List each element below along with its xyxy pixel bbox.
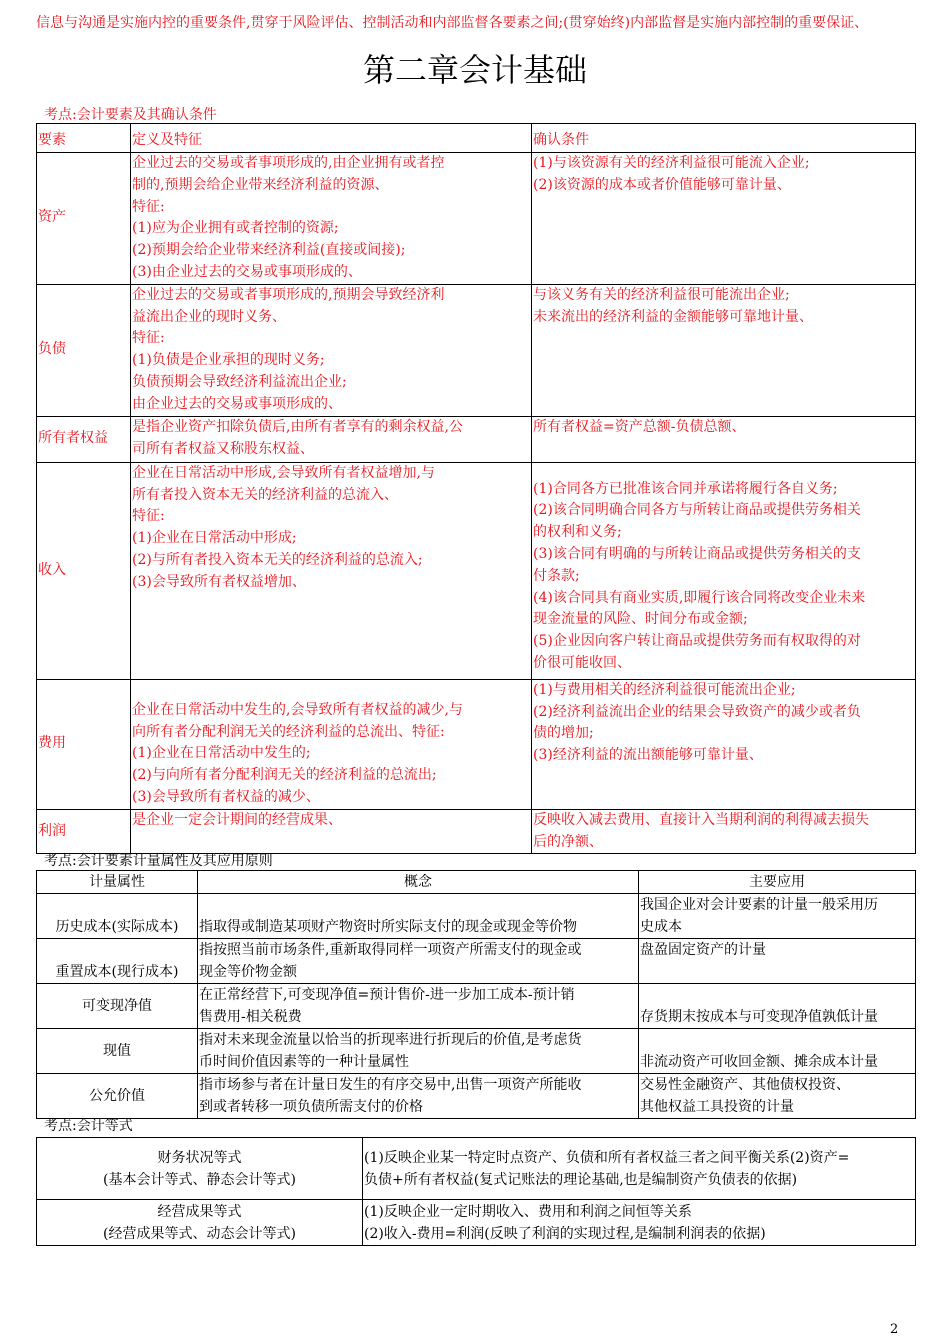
table-row [37,1029,916,1074]
table-row [37,809,916,854]
text-line: 财务状况等式 [157,1149,242,1166]
page-number: 2 [890,1322,899,1337]
text-line: 特征: [132,508,165,525]
text-line: 特征: [132,198,165,215]
text-line: 债的增加; [533,725,594,742]
element-cell: 所有者权益 [37,416,131,462]
text-line: 付条款; [533,567,580,584]
definition-cell [131,679,532,809]
text-line: 在正常经营下,可变现净值=预计售价-进一步加工成本-预计销 [199,987,575,1003]
application-cell [639,1074,916,1119]
text-line: 反映收入减去费用、直接计入当期利润的利得减去损失 [533,811,869,828]
text-line: (4)该合同具有商业实质,即履行该合同将改变企业未来 [533,589,866,606]
concept-cell [198,1029,639,1074]
text-line: (1)企业在日常活动中发生的; [132,745,311,762]
attribute-cell: 可变现净值 [37,984,198,1029]
application-cell [639,894,916,939]
text-line: 后的净额、 [533,833,603,850]
section2-heading: 考点:会计要素计量属性及其应用原则 [44,853,273,869]
text-line: 是指企业资产扣除负债后,由所有者享有的剩余权益,公 [132,418,463,435]
attribute-cell: 历史成本(实际成本) [37,894,198,939]
text-line: (3)由企业过去的交易或事项形成的、 [132,263,362,280]
element-cell: 收入 [37,462,131,679]
attribute-cell: 重置成本(现行成本) [37,939,198,984]
text-line: 由企业过去的交易或事项形成的、 [132,395,342,412]
table-row [37,1200,916,1246]
text-line: 益流出企业的现时义务、 [132,308,286,325]
text-line: (2)与所有者投入资本无关的经济利益的总流入; [132,551,423,568]
text-line: (经营成果等式、动态会计等式) [103,1225,296,1242]
table-row [37,679,916,809]
definition-cell [131,416,532,462]
attribute-cell: 现值 [37,1029,198,1074]
header-cell: 要素 [37,124,131,153]
text-line: (2)经济利益流出企业的结果会导致资产的减少或者负 [533,703,861,720]
text-line: 交易性金融资产、其他债权投资、 [640,1077,850,1093]
table-row [37,284,916,416]
text-line: (3)会导致所有者权益增加、 [132,573,306,590]
text-line: 的权利和义务; [533,524,622,541]
text-line: 负债+所有者权益(复式记账法的理论基础,也是编制资产负债表的依据) [364,1171,798,1188]
text-line: 存货期末按成本与可变现净值孰低计量 [640,1009,878,1025]
text-line: 企业过去的交易或者事项形成的,预期会导致经济利 [132,286,445,303]
text-line: 指按照当前市场条件,重新取得同样一项资产所需支付的现金或 [199,942,582,958]
text-line: 企业过去的交易或者事项形成的,由企业拥有或者控 [132,155,445,171]
text-line: 所有者投入资本无关的经济利益的总流入、 [132,486,398,503]
header-cell: 计量属性 [37,871,198,894]
text-line: 司所有者权益又称股东权益、 [132,440,314,457]
table-row [37,462,916,679]
section3-heading: 考点:会计等式 [44,1118,133,1134]
table-row [37,939,916,984]
text-line: 售费用-相关税费 [199,1009,302,1025]
concept-cell [198,939,639,984]
application-cell [639,984,916,1029]
text-line: 企业在日常活动中形成,会导致所有者权益增加,与 [132,464,435,481]
text-line: (1)应为企业拥有或者控制的资源; [132,220,339,237]
text-line: 所有者权益=资产总额-负债总额、 [533,418,746,435]
text-line: (1)合同各方已批准该合同并承诺将履行各自义务; [533,480,838,497]
header-cell: 定义及特征 [131,124,532,153]
concept-cell [198,984,639,1029]
equation-name-cell [37,1200,363,1246]
conditions-cell [532,462,916,679]
equations-table [36,1137,916,1246]
text-line: (1)与费用相关的经济利益很可能流出企业; [533,681,796,698]
text-line: (1)反映企业一定时期收入、费用和利润之间恒等关系 [364,1203,692,1220]
text-line: 特征: [132,330,165,347]
conditions-cell [532,809,916,854]
definition-cell [131,284,532,416]
text-line: (3)会导致所有者权益的减少、 [132,788,320,805]
text-line: 指取得或制造某项财产物资时所实际支付的现金或现金等价物 [199,919,577,935]
equation-desc-cell [363,1200,916,1246]
table-row [37,153,916,285]
text-line: 是企业一定会计期间的经营成果、 [132,811,342,828]
text-line: 史成本 [640,919,682,935]
text-line: 价很可能收回、 [533,654,631,671]
application-cell [639,1029,916,1074]
definition-cell [131,809,532,854]
text-line: (2)该合同明确合同各方与所转让商品或提供劳务相关 [533,502,861,519]
text-line: (2)收入-费用=利润(反映了利润的实现过程,是编制利润表的依据) [364,1225,766,1242]
text-line: 企业在日常活动中发生的,会导致所有者权益的减少,与 [132,701,463,718]
text-line: 现金等价物金额 [199,964,297,980]
equation-name-cell [37,1138,363,1200]
definition-cell [131,462,532,679]
text-line: 未来流出的经济利益的金额能够可靠地计量、 [533,308,813,325]
text-line: 币时间价值因素等的一种计量属性 [199,1054,409,1070]
element-cell: 资产 [37,153,131,285]
text-line: (1)企业在日常活动中形成; [132,530,297,547]
conditions-cell [532,416,916,462]
text-line: (1)与该资源有关的经济利益很可能流入企业; [533,155,810,171]
table-header-row [37,871,916,894]
text-line: 经营成果等式 [157,1203,242,1220]
text-line: 我国企业对会计要素的计量一般采用历 [640,897,878,913]
element-cell: 负债 [37,284,131,416]
page-title: 第二章会计基础 [362,51,587,89]
table-row [37,894,916,939]
section1-heading: 考点:会计要素及其确认条件 [44,107,217,123]
element-cell: 利润 [37,809,131,854]
text-line: (2)与向所有者分配利润无关的经济利益的总流出; [132,767,437,784]
measurement-table [36,870,916,1119]
text-line: (1)反映企业某一特定时点资产、负债和所有者权益三者之间平衡关系(2)资产= [364,1149,850,1166]
text-line: 非流动资产可收回金额、摊余成本计量 [640,1054,878,1070]
header-cell: 概念 [198,871,639,894]
concept-cell [198,894,639,939]
text-line: 现金流量的风险、时间分布或金额; [533,611,748,628]
text-line: (2)该资源的成本或者价值能够可靠计量、 [533,176,791,193]
table-row [37,1138,916,1200]
table-row [37,984,916,1029]
table-row [37,416,916,462]
text-line: 盘盈固定资产的计量 [640,942,766,958]
text-line: (基本会计等式、静态会计等式) [103,1171,296,1188]
text-line: 与该义务有关的经济利益很可能流出企业; [533,286,790,303]
header-cell: 主要应用 [639,871,916,894]
conditions-cell [532,153,916,285]
text-line: 指对未来现金流量以恰当的折现率进行折现后的价值,是考虑货 [199,1032,582,1048]
conditions-cell [532,679,916,809]
application-cell [639,939,916,984]
concept-cell [198,1074,639,1119]
text-line: (3)经济利益的流出额能够可靠计量、 [533,747,763,764]
attribute-cell: 公允价值 [37,1074,198,1119]
element-cell: 费用 [37,679,131,809]
conditions-cell [532,284,916,416]
intro-paragraph: 信息与沟通是实施内控的重要条件,贯穿于风险评估、控制活动和内部监督各要素之间;(贯穿始终)内部监督是实施内部控制的重要保证、 [36,15,869,31]
table-row [37,1074,916,1119]
text-line: 向所有者分配利润无关的经济利益的总流出、特征: [132,723,445,740]
table-header-row [37,124,916,153]
text-line: 制的,预期会给企业带来经济利益的资源、 [132,176,389,193]
text-line: 其他权益工具投资的计量 [640,1099,794,1115]
text-line: 负债预期会导致经济利益流出企业; [132,373,347,390]
text-line: (3)该合同有明确的与所转让商品或提供劳务相关的支 [533,546,861,562]
header-cell: 确认条件 [532,124,916,153]
text-line: (1)负债是企业承担的现时义务; [132,352,325,369]
elements-table [36,123,916,854]
text-line: (5)企业因向客户转让商品或提供劳务而有权取得的对 [533,633,861,650]
text-line: 指市场参与者在计量日发生的有序交易中,出售一项资产所能收 [199,1077,582,1093]
text-line: (2)预期会给企业带来经济利益(直接或间接); [132,242,406,259]
text-line: 到或者转移一项负债所需支付的价格 [199,1099,423,1115]
equation-desc-cell [363,1138,916,1200]
definition-cell [131,153,532,285]
